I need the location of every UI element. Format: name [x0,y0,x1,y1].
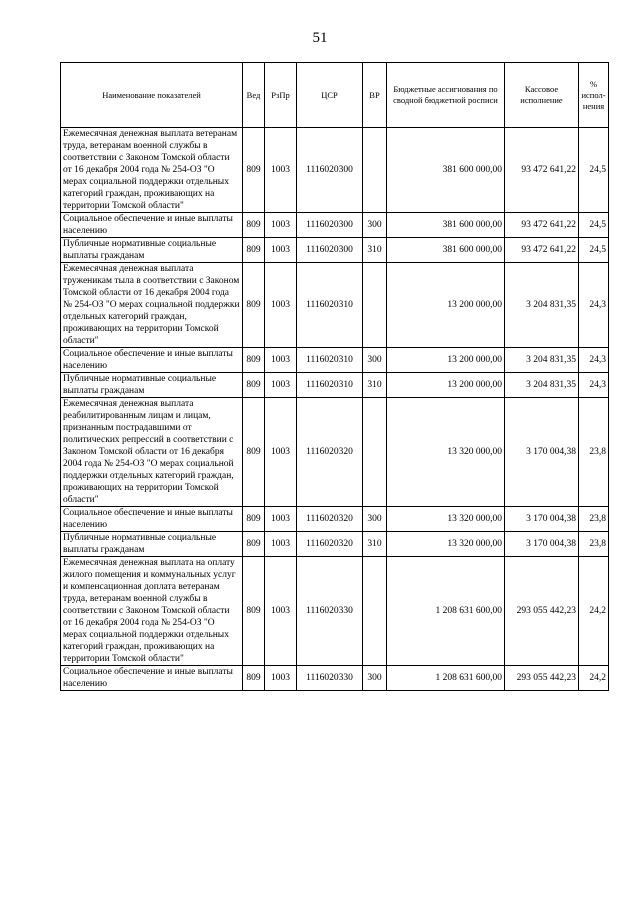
cell-name: Социальное обеспечение и иные выплаты населению [61,348,243,373]
cell-cash-execution: 93 472 641,22 [505,238,579,263]
cell-name: Ежемесячная денежная выплата на оплату жилого помещения и коммунальных услуг и компенсационная доплата ветеранам труда, ветеранам военной службы в соответствии с Законом Томской области от 16 декабря 2004 года № 254-ОЗ "О мерах социальной поддержки отдельных категорий граждан, проживающих на территории Томской области" [61,557,243,666]
cell-cash-execution: 3 170 004,38 [505,532,579,557]
cell-ved: 809 [243,128,265,213]
cell-percent: 24,5 [579,238,609,263]
cell-cash-execution: 3 170 004,38 [505,398,579,507]
cell-rzpr: 1003 [265,213,297,238]
table-row [61,666,609,691]
cell-ved: 809 [243,557,265,666]
cell-rzpr: 1003 [265,238,297,263]
cell-cash-execution: 3 204 831,35 [505,348,579,373]
cell-cash-execution: 93 472 641,22 [505,213,579,238]
cell-percent: 24,2 [579,666,609,691]
cell-vr: 310 [363,373,387,398]
header-ved: Вед [243,63,265,128]
table-row [61,557,609,666]
cell-cash-execution: 93 472 641,22 [505,128,579,213]
cell-percent: 24,3 [579,348,609,373]
cell-name: Публичные нормативные социальные выплаты гражданам [61,532,243,557]
header-rzpr: РзПр [265,63,297,128]
cell-percent: 24,5 [579,213,609,238]
cell-cash-execution: 3 170 004,38 [505,507,579,532]
cell-ved: 809 [243,507,265,532]
cell-csr: 1116020300 [297,213,363,238]
cell-csr: 1116020300 [297,238,363,263]
cell-csr: 1116020310 [297,263,363,348]
header-cash-execution: Кассовое исполнение [505,63,579,128]
cell-cash-execution: 3 204 831,35 [505,263,579,348]
cell-csr: 1116020320 [297,532,363,557]
cell-vr: 310 [363,532,387,557]
cell-name: Ежемесячная денежная выплата ветеранам труда, ветеранам военной службы в соответствии с Законом Томской области от 16 декабря 2004 года № 254-ОЗ "О мерах социальной поддержки отдельных категорий граждан, проживающих на территории Томской области" [61,128,243,213]
table-header-row [61,63,609,128]
cell-ved: 809 [243,398,265,507]
table-row [61,348,609,373]
budget-execution-table [60,62,609,691]
cell-name: Публичные нормативные социальные выплаты гражданам [61,238,243,263]
header-vr: ВР [363,63,387,128]
cell-vr: 300 [363,507,387,532]
cell-csr: 1116020330 [297,557,363,666]
cell-csr: 1116020330 [297,666,363,691]
cell-percent: 24,2 [579,557,609,666]
cell-csr: 1116020310 [297,348,363,373]
cell-rzpr: 1003 [265,348,297,373]
cell-percent: 24,3 [579,373,609,398]
cell-name: Ежемесячная денежная выплата труженикам тыла в соответствии с Законом Томской области от 16 декабря 2004 года № 254-ОЗ "О мерах социальной поддержки отдельных категорий граждан, проживающих на территории Томской области" [61,263,243,348]
cell-percent: 23,8 [579,532,609,557]
cell-name: Социальное обеспечение и иные выплаты населению [61,507,243,532]
cell-name: Публичные нормативные социальные выплаты гражданам [61,373,243,398]
header-assignments: Бюджетные ассигнования по сводной бюджетной росписи [387,63,505,128]
cell-vr [363,263,387,348]
table-row [61,263,609,348]
cell-name: Ежемесячная денежная выплата реабилитированным лицам и лицам, признанным пострадавшими от политических репрессий в соответствии с Законом Томской области от 16 декабря 2004 года № 254-ОЗ "О мерах социальной поддержки отдельных категорий граждан, проживающих на территории Томской области" [61,398,243,507]
cell-percent: 23,8 [579,398,609,507]
cell-vr [363,557,387,666]
cell-ved: 809 [243,666,265,691]
cell-assignments: 13 200 000,00 [387,263,505,348]
cell-ved: 809 [243,348,265,373]
cell-assignments: 381 600 000,00 [387,128,505,213]
table-row [61,373,609,398]
cell-percent: 23,8 [579,507,609,532]
cell-assignments: 13 320 000,00 [387,398,505,507]
table-row [61,532,609,557]
cell-rzpr: 1003 [265,263,297,348]
cell-rzpr: 1003 [265,128,297,213]
cell-rzpr: 1003 [265,507,297,532]
header-name: Наименование показателей [61,63,243,128]
cell-rzpr: 1003 [265,532,297,557]
cell-vr [363,128,387,213]
cell-percent: 24,3 [579,263,609,348]
cell-ved: 809 [243,238,265,263]
cell-rzpr: 1003 [265,398,297,507]
cell-vr: 300 [363,348,387,373]
cell-name: Социальное обеспечение и иные выплаты населению [61,666,243,691]
table-row [61,238,609,263]
cell-assignments: 13 200 000,00 [387,348,505,373]
page-number: 51 [312,30,328,46]
header-percent: % испол-нения [579,63,609,128]
cell-assignments: 1 208 631 600,00 [387,666,505,691]
cell-rzpr: 1003 [265,373,297,398]
table-row [61,507,609,532]
cell-assignments: 381 600 000,00 [387,213,505,238]
cell-cash-execution: 3 204 831,35 [505,373,579,398]
cell-ved: 809 [243,373,265,398]
table-row [61,128,609,213]
cell-ved: 809 [243,213,265,238]
cell-vr: 300 [363,666,387,691]
cell-csr: 1116020320 [297,507,363,532]
cell-vr [363,398,387,507]
cell-ved: 809 [243,532,265,557]
header-csr: ЦСР [297,63,363,128]
table-row [61,398,609,507]
cell-vr: 300 [363,213,387,238]
cell-assignments: 13 320 000,00 [387,532,505,557]
cell-assignments: 13 320 000,00 [387,507,505,532]
table-row [61,213,609,238]
cell-csr: 1116020310 [297,373,363,398]
cell-csr: 1116020320 [297,398,363,507]
cell-vr: 310 [363,238,387,263]
cell-assignments: 13 200 000,00 [387,373,505,398]
cell-assignments: 1 208 631 600,00 [387,557,505,666]
cell-rzpr: 1003 [265,557,297,666]
cell-cash-execution: 293 055 442,23 [505,666,579,691]
cell-ved: 809 [243,263,265,348]
cell-cash-execution: 293 055 442,23 [505,557,579,666]
cell-rzpr: 1003 [265,666,297,691]
cell-percent: 24,5 [579,128,609,213]
cell-assignments: 381 600 000,00 [387,238,505,263]
cell-name: Социальное обеспечение и иные выплаты населению [61,213,243,238]
cell-csr: 1116020300 [297,128,363,213]
